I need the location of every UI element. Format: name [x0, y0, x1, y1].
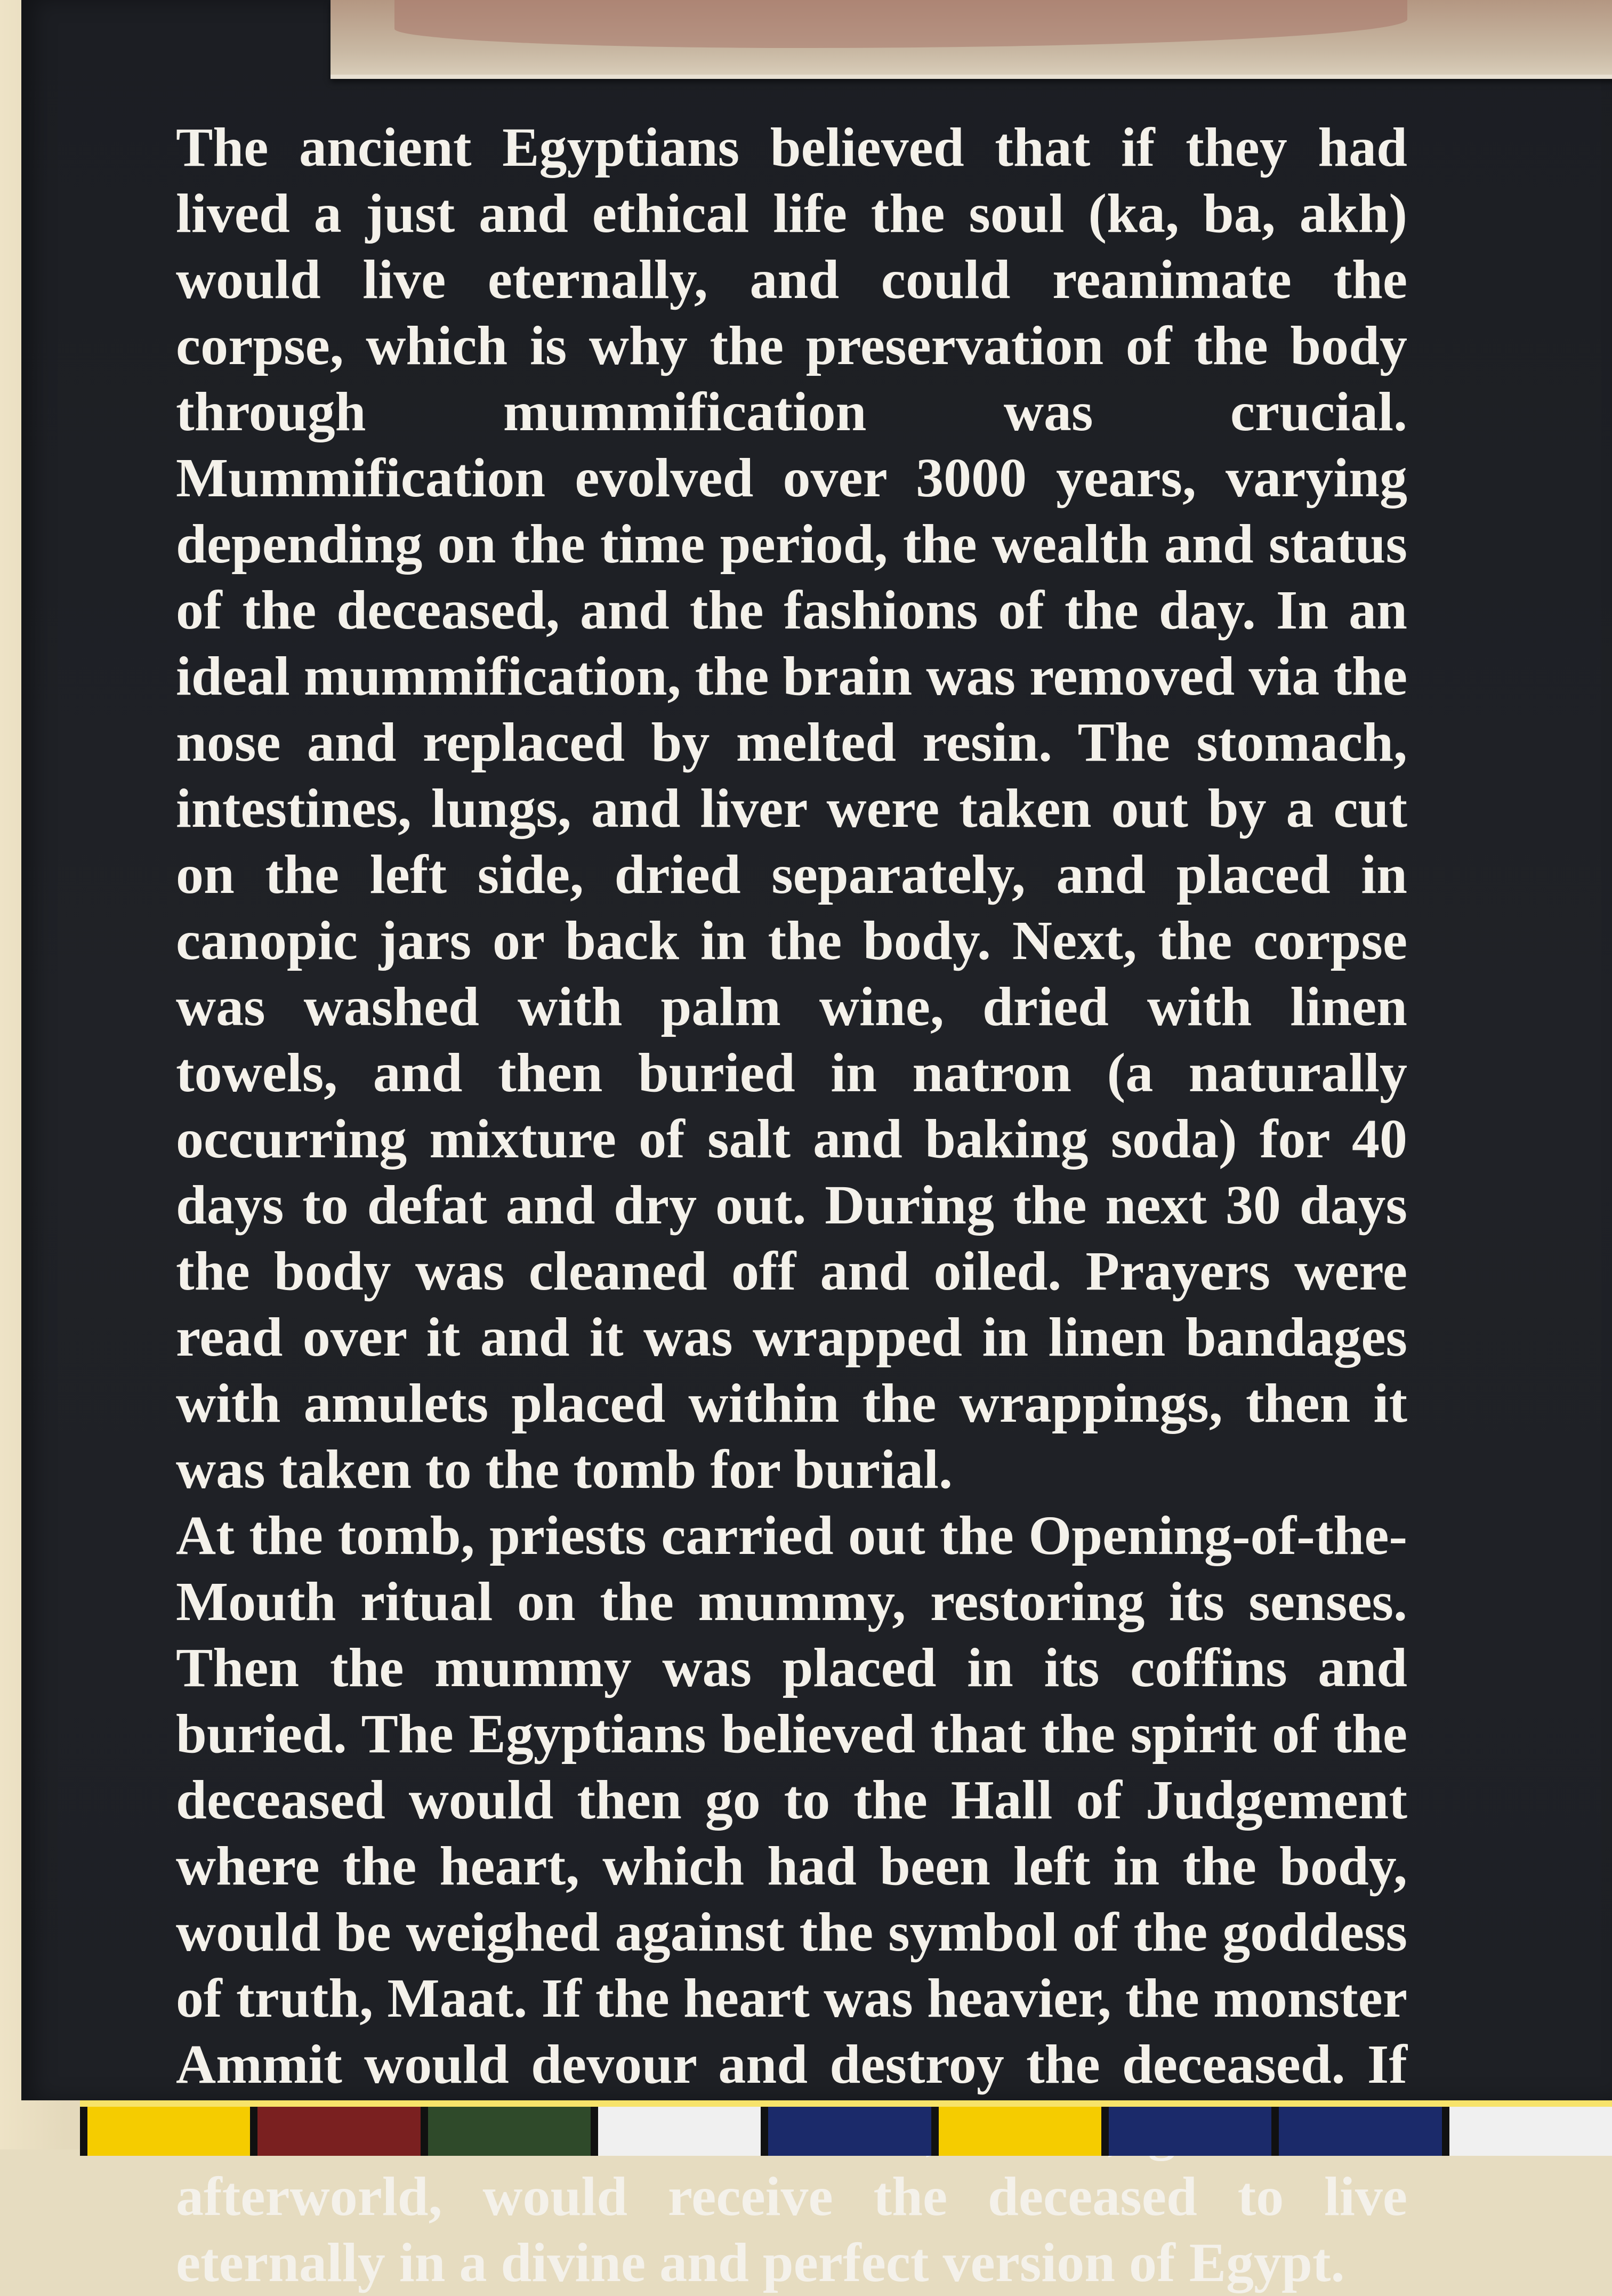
- strip-segment: [1101, 2107, 1271, 2156]
- placard-paragraph-2: At the tomb, priests carried out the Opening-of-the-Mouth ritual on the mummy, restoring its senses. Then the mummy was placed in its coffins and buried. The Egyptians believed that the spirit of the deceased would then go to the Hall of Judgement where the heart, which had been left in the body, would be weighed against the symbol of the goddess of truth, Maat. If the heart was heavier, the monster Ammit would devour and destroy the deceased. If afterworld, would receive the deceased to live eternally in a divine and perfect version of Egypt.: [176, 1505, 1407, 2293]
- strip-segment: [761, 2107, 931, 2156]
- placard-text: [176, 115, 1407, 2296]
- strip-segment: [421, 2107, 591, 2156]
- strip-segment: [1442, 2107, 1612, 2156]
- artwork-fragment: [331, 0, 1612, 79]
- strip-segment: [931, 2107, 1101, 2156]
- strip-segment: [80, 2107, 250, 2156]
- artwork-figure: [394, 0, 1407, 48]
- decorative-color-strip: [80, 2100, 1612, 2156]
- strip-segment: [250, 2107, 420, 2156]
- strip-segment: [1271, 2107, 1441, 2156]
- placard-paragraph-1: The ancient Egyptians believed that if they had lived a just and ethical life the soul (ka, ba, akh) would live eternally, and could reanimate the corpse, which is why the preservation of the body through mummification was crucial. Mummification evolved over 3000 years, varying depending on the time period, the wealth and status of the deceased, and the fashions of the day. In an ideal mummification, the brain was removed via the nose and replaced by melted resin. The stomach, intestines, lungs, and liver were taken out by a cut on the left side, dried separately, and placed in canopic jars or back in the body. Next, the corpse was washed with palm wine, dried with linen towels, and then buried in natron (a naturally occurring mixture of salt and baking soda) for 40 days to defat and dry out. During the next 30 days the body was cleaned off and oiled. Prayers were read over it and it was wrapped in linen bandages with amulets placed within the wrappings, then it was taken to the tomb for burial.: [176, 117, 1407, 1500]
- strip-segment: [591, 2107, 761, 2156]
- museum-placard-panel: [21, 0, 1612, 2293]
